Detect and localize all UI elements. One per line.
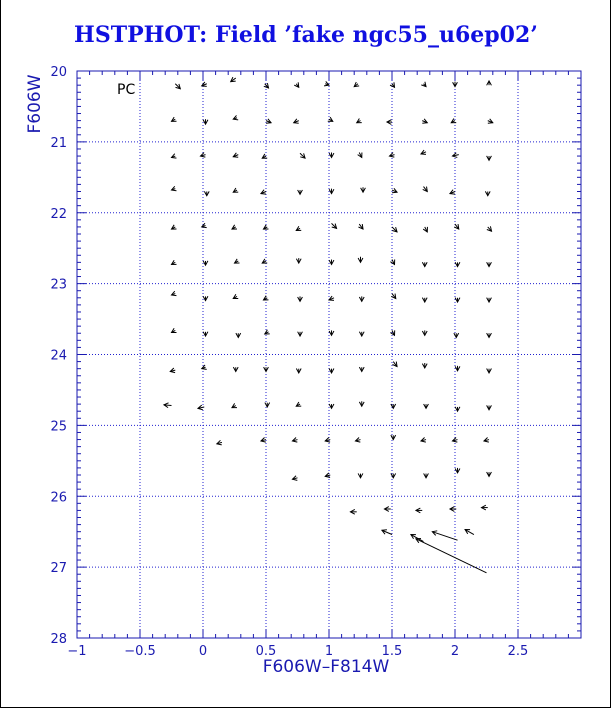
data-arrow: [392, 362, 397, 367]
data-arrow: [487, 298, 492, 302]
data-arrow: [392, 227, 397, 232]
data-arrow: [200, 153, 205, 158]
x-tick-label: 0: [198, 644, 208, 659]
data-arrow: [202, 223, 207, 227]
data-arrow: [487, 333, 492, 337]
data-arrow: [263, 225, 268, 229]
data-arrow: [382, 530, 392, 535]
data-arrow: [422, 363, 427, 368]
arrow-shaft: [432, 532, 457, 541]
data-arrow: [359, 367, 364, 371]
data-arrow: [235, 259, 240, 263]
x-tick-label: 1: [324, 644, 334, 659]
data-arrow: [296, 402, 301, 406]
data-arrow: [298, 332, 303, 336]
data-arrow: [452, 153, 458, 158]
y-tick-label: 25: [50, 419, 67, 435]
data-arrow: [450, 507, 456, 512]
data-arrow: [296, 369, 301, 373]
data-arrow: [423, 187, 428, 192]
data-arrow: [262, 154, 267, 158]
x-tick-label: 2: [450, 644, 460, 659]
x-tick-label: 1.5: [381, 644, 403, 659]
data-arrow: [175, 84, 180, 89]
data-arrow: [453, 82, 458, 87]
data-arrow: [298, 190, 303, 194]
x-tick-label: −1: [67, 644, 87, 659]
data-arrow: [391, 435, 396, 439]
data-arrow: [203, 261, 208, 265]
arrow-head: [232, 225, 237, 229]
arrow-head: [296, 226, 301, 230]
data-arrow: [452, 437, 457, 442]
data-arrow: [455, 298, 460, 302]
arrow-head: [296, 402, 301, 406]
arrow-head: [172, 117, 177, 121]
data-arrow: [329, 369, 334, 373]
arrow-head: [233, 115, 238, 119]
data-arrow: [487, 472, 492, 476]
data-arrow: [421, 82, 426, 87]
data-arrow: [422, 298, 427, 302]
data-arrow: [329, 296, 334, 300]
x-axis-label: F606W–F814W: [262, 657, 390, 677]
data-arrow: [172, 225, 177, 229]
arrow-head: [232, 403, 237, 407]
chart-title: HSTPHOT: Field ’fake ngc55_u6ep02’: [74, 22, 538, 48]
data-arrow: [450, 190, 455, 194]
data-arrow: [172, 154, 177, 158]
data-arrow: [264, 367, 269, 371]
y-tick-label: 27: [50, 561, 67, 577]
arrow-head: [172, 291, 177, 295]
x-tick-label: −0.5: [124, 644, 156, 659]
y-axis-label: F606W: [25, 74, 45, 134]
data-arrow: [265, 403, 270, 407]
data-arrow: [358, 152, 362, 157]
data-arrow: [329, 189, 334, 194]
data-arrow: [266, 119, 271, 123]
arrow-head: [357, 118, 362, 122]
data-arrow: [422, 262, 427, 266]
data-arrow: [329, 330, 334, 335]
data-arrow: [387, 120, 392, 125]
data-arrow: [487, 156, 492, 160]
data-arrow: [300, 153, 305, 158]
data-arrow: [487, 262, 492, 266]
arrow-head: [263, 225, 268, 229]
data-arrow: [389, 153, 394, 158]
data-arrow: [329, 153, 334, 158]
panel-label: PC: [117, 82, 136, 98]
data-arrow: [455, 262, 460, 266]
arrow-head: [233, 294, 238, 298]
data-arrow: [391, 473, 396, 477]
data-arrow: [358, 473, 363, 477]
data-arrow: [350, 509, 356, 514]
data-arrow: [202, 82, 207, 86]
data-arrow: [465, 530, 474, 535]
data-arrow: [203, 119, 208, 124]
data-arrow: [232, 225, 237, 229]
data-arrow: [454, 333, 459, 337]
data-arrow: [357, 118, 362, 122]
data-arrow: [358, 257, 363, 263]
data-arrow: [424, 473, 429, 477]
data-arrow: [332, 223, 337, 228]
data-arrow: [487, 369, 492, 373]
data-arrow: [172, 186, 177, 190]
y-tick-label: 23: [50, 277, 67, 293]
arrow-head: [172, 154, 177, 158]
data-arrow: [416, 508, 422, 513]
data-arrow: [233, 115, 238, 119]
data-arrow: [481, 505, 487, 510]
data-arrow: [172, 291, 177, 295]
data-arrow: [354, 82, 359, 87]
data-arrow: [421, 150, 426, 154]
data-arrow: [432, 531, 457, 540]
data-arrow: [265, 330, 270, 334]
data-arrow: [325, 437, 330, 442]
arrow-head: [172, 260, 177, 264]
data-arrow: [236, 333, 241, 337]
data-arrow: [231, 77, 236, 81]
data-arrow: [484, 437, 489, 442]
data-arrow: [324, 81, 329, 85]
arrow-head: [202, 365, 207, 369]
arrow-head: [202, 223, 207, 227]
data-arrow: [233, 367, 238, 371]
arrow-head: [172, 328, 177, 332]
arrow-head: [172, 186, 177, 190]
data-arrow: [455, 407, 460, 411]
data-arrow: [261, 190, 266, 194]
y-tick-label: 20: [50, 65, 67, 80]
data-arrow: [390, 330, 394, 335]
axes: [50, 65, 581, 659]
data-arrow: [423, 227, 427, 232]
data-marks: [164, 77, 493, 573]
arrow-head: [262, 154, 267, 158]
data-arrow: [202, 365, 207, 369]
arrow-head: [233, 188, 238, 192]
data-arrow: [359, 401, 364, 406]
data-arrow: [390, 259, 394, 264]
data-arrow: [217, 440, 222, 445]
data-arrow: [455, 468, 460, 473]
data-arrow: [261, 437, 266, 442]
data-arrow: [296, 226, 301, 230]
grid-lines: [77, 71, 581, 638]
data-arrow: [329, 404, 334, 408]
x-tick-label: 2.5: [507, 644, 529, 659]
data-arrow: [232, 403, 237, 407]
data-arrow: [485, 191, 490, 195]
data-arrow: [203, 296, 208, 300]
data-arrow: [455, 366, 460, 371]
data-arrow: [233, 153, 238, 157]
data-arrow: [233, 294, 238, 298]
data-arrow: [421, 437, 426, 442]
data-arrow: [296, 258, 301, 263]
data-arrow: [422, 330, 427, 335]
data-arrow: [233, 188, 238, 192]
data-arrow: [203, 332, 208, 336]
data-arrow: [359, 296, 364, 301]
arrow-head: [265, 330, 270, 334]
data-arrow: [487, 405, 492, 409]
data-arrow: [361, 187, 366, 192]
data-arrow: [488, 119, 493, 123]
data-arrow: [325, 473, 330, 478]
data-arrow: [392, 188, 397, 192]
data-arrow: [358, 224, 363, 229]
y-tick-label: 28: [50, 632, 67, 647]
data-arrow: [359, 332, 364, 336]
y-tick-label: 26: [50, 490, 67, 506]
data-arrow: [487, 226, 492, 231]
data-arrow: [292, 476, 297, 481]
arrow-head: [235, 259, 240, 263]
data-arrow: [294, 119, 299, 123]
arrow-head: [324, 81, 329, 85]
data-arrow: [422, 119, 427, 123]
data-arrow: [384, 507, 390, 512]
data-arrow: [172, 117, 177, 121]
data-arrow: [294, 82, 298, 87]
arrow-shaft: [416, 539, 487, 573]
data-arrow: [172, 328, 177, 332]
y-tick-label: 24: [50, 348, 67, 364]
data-arrow: [292, 437, 297, 442]
data-arrow: [487, 81, 492, 85]
y-tick-label: 21: [50, 135, 67, 151]
data-arrow: [164, 403, 172, 408]
data-arrow: [298, 296, 303, 301]
y-tick-label: 22: [50, 206, 67, 222]
data-arrow: [170, 368, 175, 373]
arrow-head: [172, 225, 177, 229]
data-arrow: [416, 539, 487, 573]
data-arrow: [204, 191, 209, 195]
data-arrow: [424, 404, 429, 408]
x-tick-label: 0.5: [255, 644, 277, 659]
data-arrow: [198, 405, 204, 410]
data-arrow: [329, 260, 334, 265]
data-arrow: [172, 260, 177, 264]
data-arrow: [355, 437, 360, 442]
